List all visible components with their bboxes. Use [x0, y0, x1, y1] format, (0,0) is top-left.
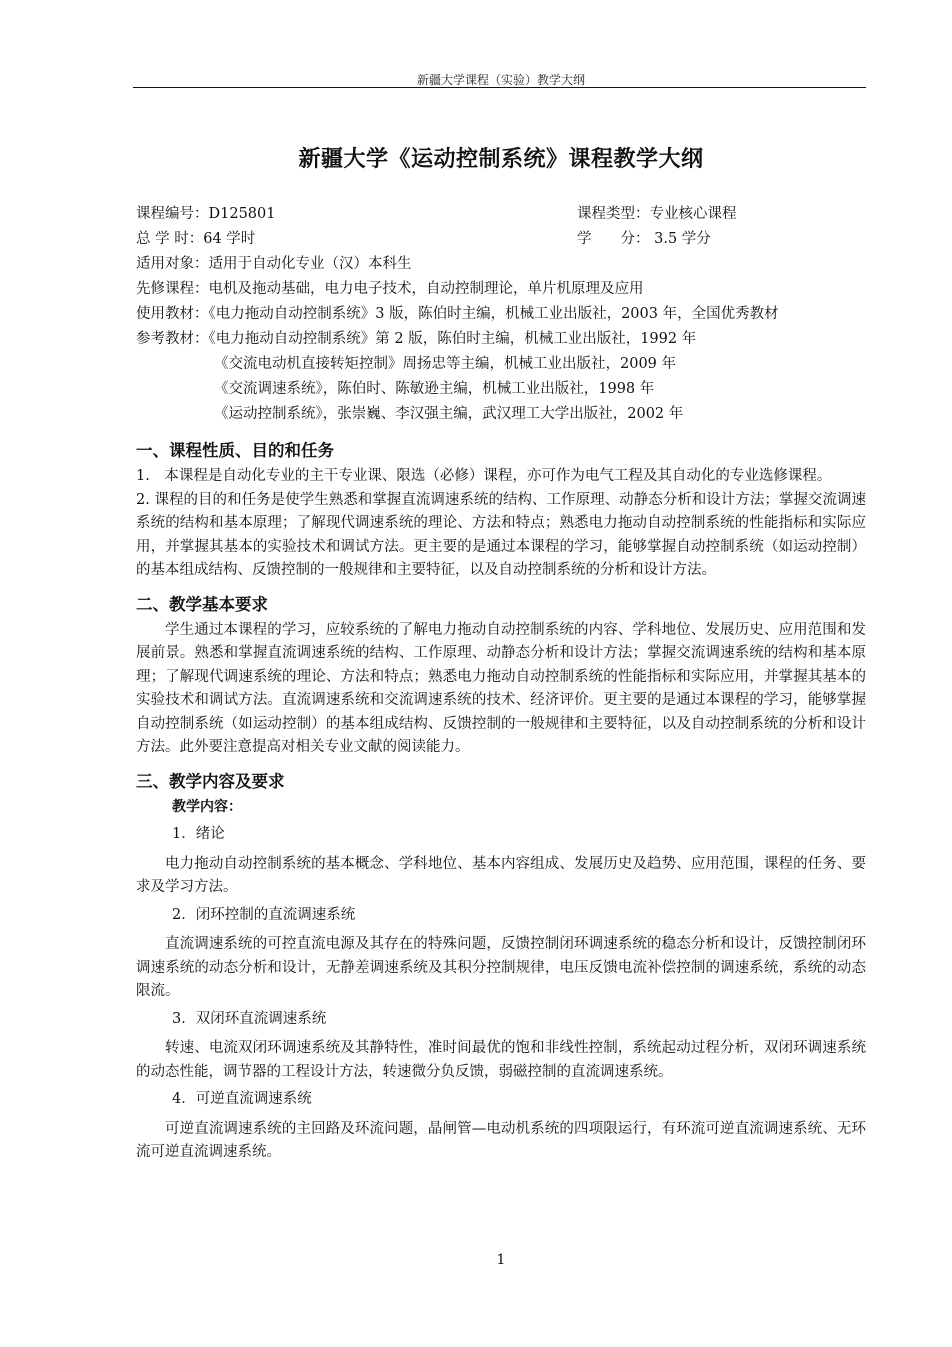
audience: 适用对象：适用于自动化专业（汉）本科生 [136, 256, 412, 272]
prerequisites: 先修课程：电机及拖动基础，电力电子技术，自动控制理论，单片机原理及应用 [136, 281, 644, 297]
meta-row-hours-credits [136, 227, 866, 252]
section-2-paragraph: 学生通过本课程的学习，应较系统的了解电力拖动自动控制系统的内容、学科地位、发展历史、应用范围和发展前景。熟悉和掌握直流调速系统的结构、工作原理、动静态分析和设计方法；掌握交流调速系统的结构和基本原理；了解现代调速系统的理论、方法和特点；熟悉电力拖动自动控制系统的性能指标和实际应用，并掌握其基本的实验技术和调试方法。直流调速系统和交流调速系统的技术、经济评价。更主要的是通过本课程的学习，能够掌握自动控制系统（如运动控制）的基本组成结构、反馈控制的一般规律和主要特征，以及自动控制系统的分析和设计方法。此外要注意提高对相关专业文献的阅读能力。 [136, 621, 866, 755]
course-type: 课程类型：专业核心课程 [577, 206, 737, 222]
meta-row-code-type [136, 202, 866, 227]
section-1-heading: 一、课程性质、目的和任务 [136, 441, 334, 460]
section-3-heading: 三、教学内容及要求 [136, 771, 285, 791]
item-3-title: 3．双闭环直流调速系统 [172, 1010, 327, 1027]
credits: 学 分： 3.5 学分 [577, 231, 711, 247]
item-2-title: 2．闭环控制的直流调速系统 [172, 906, 356, 923]
course-meta [136, 202, 866, 427]
reference-1: 参考教材：《电力拖动自动控制系统》第 2 版，陈伯时主编，机械工业出版社，1992 年 [136, 331, 697, 347]
reference-2: 《交流电动机直接转矩控制》周扬忠等主编，机械工业出版社，2009 年 [214, 356, 677, 372]
course-code: 课程编号：D125801 [136, 206, 276, 222]
item-4-title: 4．可逆直流调速系统 [172, 1091, 312, 1107]
item-4-text: 可逆直流调速系统的主回路及环流问题，晶闸管—电动机系统的四项限运行，有环流可逆直流调速系统、无环流可逆直流调速系统。 [136, 1120, 866, 1160]
total-hours: 总 学 时：64 学时 [136, 231, 256, 247]
header-rule [133, 87, 866, 88]
item-3-text: 转速、电流双闭环调速系统及其静特性，准时间最优的饱和非线性控制，系统起动过程分析，双闭环调速系统的动态性能，调节器的工程设计方法，转速微分负反馈，弱磁控制的直流调速系统。 [136, 1040, 866, 1080]
item-1-title: 1．绪论 [172, 826, 225, 842]
page-number: 1 [496, 1252, 506, 1268]
document-body [136, 439, 866, 1165]
reference-3: 《交流调速系统》，陈伯时、陈敏逊主编，机械工业出版社，1998 年 [214, 381, 655, 397]
item-2-text: 直流调速系统的可控直流电源及其存在的特殊问题，反馈控制闭环调速系统的稳态分析和设计，反馈控制闭环调速系统的动态分析和设计，无静差调速系统及其积分控制规律，电压反馈电流补偿控制的调速系统，系统的动态限流。 [136, 936, 866, 999]
teaching-content-label: 教学内容： [172, 798, 242, 815]
page-title: 新疆大学《运动控制系统》课程教学大纲 [298, 146, 704, 172]
section-1-paragraph-2: 2. 课程的目的和任务是使学生熟悉和掌握直流调速系统的结构、工作原理、动静态分析和设计方法；掌握交流调速系统的结构和基本原理；了解现代调速系统的理论、方法和特点；熟悉电力拖动自动控制系统的性能指标和实际应用，并掌握其基本的实验技术和调试方法。更主要的是通过本课程的学习，能够掌握自动控制系统（如运动控制）的基本组成结构、反馈控制的一般规律和主要特征，以及自动控制系统的分析和设计方法。 [136, 491, 866, 578]
running-header: 新疆大学课程（实验）教学大纲 [416, 73, 585, 87]
textbook: 使用教材：《电力拖动自动控制系统》3 版，陈伯时主编，机械工业出版社，2003 年，全国优秀教材 [136, 306, 779, 322]
reference-4: 《运动控制系统》，张崇巍、李汉强主编，武汉理工大学出版社，2002 年 [214, 406, 684, 422]
item-1-text: 电力拖动自动控制系统的基本概念、学科地位、基本内容组成、发展历史及趋势、应用范围，课程的任务、要求及学习方法。 [136, 855, 866, 895]
section-2-heading: 二、教学基本要求 [136, 594, 268, 614]
section-1-paragraph-1: 1. 本课程是自动化专业的主干专业课、限选（必修）课程，亦可作为电气工程及其自动化的专业选修课程。 [136, 468, 832, 484]
